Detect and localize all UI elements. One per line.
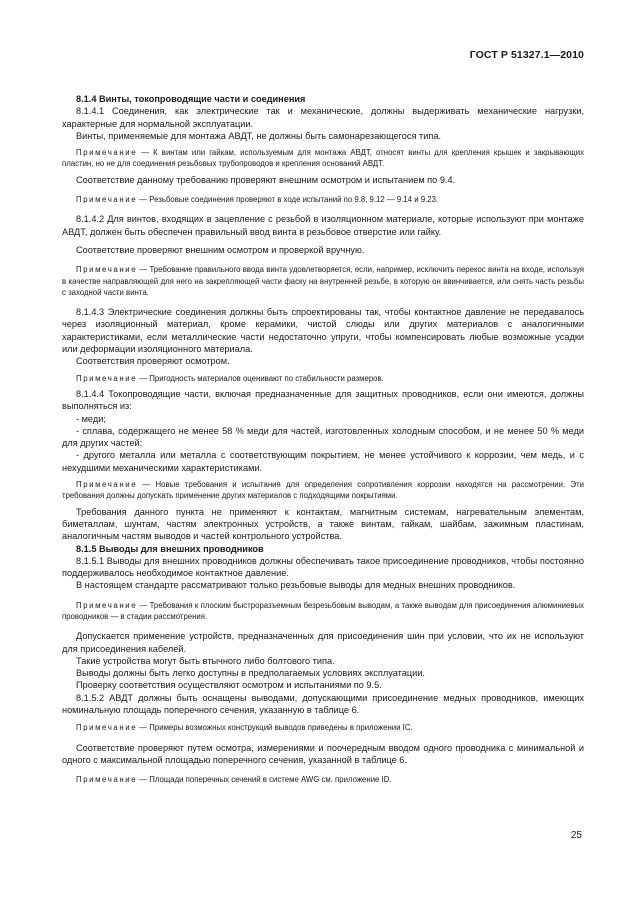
note: Примечание — Требования к плоским быстроразъемным безрезьбовым выводам, а также выводам для присоединения алюминиевых проводников — в стадии рассмотрения.: [62, 600, 584, 621]
page-number: 25: [570, 830, 582, 841]
note: Примечание — Требование правильного ввода винта удовлетворяется, если, например, исключить перекос винта на входе, используя в качестве направляющей для него на закрепляющей части фаску на внутренней резьбе, в которую он ввинчивается, или снять часть резьбы с заходной части винта.: [62, 265, 584, 297]
page-body: [62, 93, 584, 786]
paragraph: 8.1.4.2 Для винтов, входящих в зацепление с резьбой в изоляционном материале, которые используют при монтаже АВДТ, должен быть обеспечен правильный ввод винта в резьбовое отверстие или гайку.: [62, 214, 584, 237]
note-text: Резьбовые соединения проверяют в ходе испытаний по 9.8, 9.12 — 9.14 и 9.23.: [149, 195, 439, 205]
note-text: Площади поперечных сечений в системе AWG см. приложение ID.: [149, 775, 392, 785]
note-label: Примечание: [76, 195, 138, 205]
note-text: Требования к плоским быстроразъемным безрезьбовым выводам, а также выводам для присоединения алюминиевых проводников — в стадии рассмотрения.: [62, 600, 584, 621]
list-item: - другого металла или металла с соответствующим покрытием, не менее устойчивого к коррозии, чем медь, и с нехудшими механическими характеристиками.: [62, 450, 584, 473]
note-label: Примечание: [76, 775, 138, 785]
paragraph: Соответствие данному требованию проверяют внешним осмотром и испытанием по 9.4.: [76, 174, 456, 185]
paragraph: В настоящем стандарте рассматривают только резьбовые выводы для медных внешних проводников.: [76, 580, 516, 591]
note-label: Примечание: [76, 148, 138, 158]
note-text: Примеры возможных конструкций выводов приведены в приложении IC.: [149, 723, 413, 733]
note-label: Примечание: [76, 480, 138, 490]
paragraph: Винты, применяемые для монтажа АВДТ, не должны быть самонарезающегося типа.: [76, 130, 441, 141]
paragraph: 8.1.4.3 Электрические соединения должны быть спроектированы так, чтобы контактное давление не передавалось через изоляционный материал, кроме керамики, чистой слюды или других материалов с аналогичными характеристиками, если металлические части недостаточно упруги, чтобы компенсировать любые возможные усадки или деформации изоляционного материала.: [62, 307, 584, 355]
paragraph: Допускается применение устройств, предназначенных для присоединения шин при условии, что их не используют для присоединения кабелей.: [62, 631, 584, 654]
paragraph: 8.1.5.1 Выводы для внешних проводников должны обеспечивать такое присоединение проводников, чтобы постоянно поддерживалось необходимое контактное давление.: [62, 555, 584, 579]
note-text: К винтам или гайкам, используемым для монтажа АВДТ, относят винты для крепления крышек и закрывающих пластин, но не для соединения резьбовых трубопроводов и крепления оснований АВДТ.: [62, 148, 584, 169]
note-label: Примечание: [76, 600, 138, 610]
paragraph: 8.1.5.2 АВДТ должны быть оснащены выводами, допускающими присоединение медных проводников, имеющих номинальную площадь поперечного сечения, указанную в таблице 6.: [62, 692, 584, 716]
note: Примечание — Пригодность материалов оценивают по стабильности размеров.: [76, 373, 384, 383]
list-item: - сплава, содержащего не менее 58 % меди для частей, изготовленных холодным способом, и не менее 50 % меди для других частей;: [62, 425, 584, 449]
paragraph: Соответствие проверяют внешним осмотром и проверкой вручную.: [76, 244, 365, 255]
note-text: Новые требования и испытания для определения сопротивления коррозии находятся на рассмотрении. Эти требования должны допускать применение других материалов с подходящими покрытиями.: [62, 480, 584, 501]
paragraph: Соответствия проверяют осмотром.: [76, 356, 230, 367]
section-heading-8-1-4: 8.1.4 Винты, токопроводящие части и соединения: [76, 94, 306, 104]
paragraph: Такие устройства могут быть втычного либо болтового типа.: [76, 655, 335, 666]
note: Примечание — Новые требования и испытания для определения сопротивления коррозии находятся на рассмотрении. Эти требования должны допускать применение других материалов с подходящими покрытиями.: [62, 480, 584, 501]
paragraph: Выводы должны быть легко доступны в предполагаемых условиях эксплуатации.: [76, 668, 425, 679]
note: Примечание — Площади поперечных сечений в системе AWG см. приложение ID.: [76, 775, 392, 785]
note-text: Требование правильного ввода винта удовлетворяется, если, например, исключить перекос винта на входе, используя в качестве направляющей для него на закрепляющей части фаску на внутренней резьбе, в которую он ввинчивается, или снять часть резьбы с заходной части винта.: [62, 265, 584, 297]
note-label: Примечание: [76, 373, 138, 383]
list-item: - меди;: [76, 413, 106, 424]
paragraph: Соответствие проверяют путем осмотра, измерениями и поочередным вводом одного проводника с минимальной и одного с максимальной площадью поперечного сечения, указанной в таблице 6.: [62, 742, 584, 765]
paragraph: 8.1.4.1 Соединения, как электрические так и механические, должны выдерживать механические нагрузки, характерные для нормальной эксплуатации.: [62, 106, 584, 129]
note-label: Примечание: [76, 723, 138, 733]
note: Примечание — Резьбовые соединения проверяют в ходе испытаний по 9.8, 9.12 — 9.14 и 9.23.: [76, 195, 439, 205]
standard-number: ГОСТ Р 51327.1—2010: [469, 49, 584, 61]
note: Примечание — Примеры возможных конструкций выводов приведены в приложении IC.: [76, 723, 413, 733]
note-text: Пригодность материалов оценивают по стабильности размеров.: [149, 373, 384, 383]
note-label: Примечание: [76, 265, 138, 275]
paragraph: Требования данного пункта не применяют к контактам, магнитным системам, нагревательным элементам, биметаллам, шунтам, частям электронных устройств, а также винтам, гайкам, шайбам, зажимным пластинам, аналогичным частям выводов и частей контрольного устройства.: [62, 506, 584, 542]
paragraph: Проверку соответствия осуществляют осмотром и испытаниями по 9.5.: [76, 680, 382, 691]
paragraph: 8.1.4.4 Токопроводящие части, включая предназначенные для защитных проводников, если они имеются, должны выполняться из:: [62, 388, 584, 412]
note: Примечание — К винтам или гайкам, используемым для монтажа АВДТ, относят винты для крепления крышек и закрывающих пластин, но не для соединения резьбовых трубопроводов и крепления оснований АВДТ.: [62, 148, 584, 169]
section-heading-8-1-5: 8.1.5 Выводы для внешних проводников: [76, 543, 264, 554]
